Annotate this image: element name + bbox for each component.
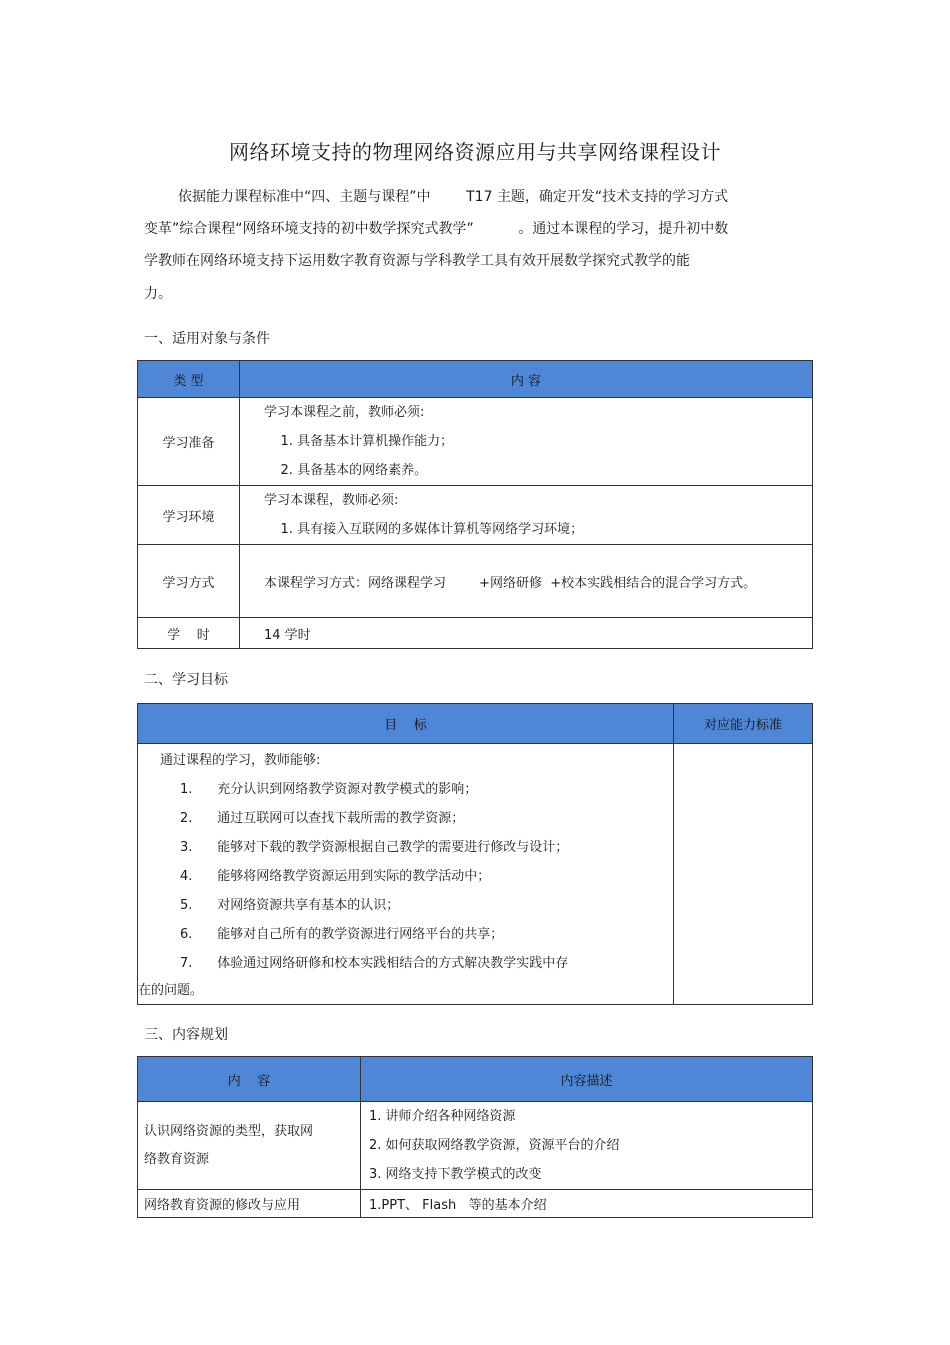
header-type: 类 型 bbox=[138, 361, 240, 398]
row-type: 学习准备 bbox=[138, 398, 240, 486]
section1-heading: 一、适用对象与条件 bbox=[144, 331, 270, 347]
content-plan-table bbox=[137, 1056, 813, 1218]
content-line: 学习本课程之前，教师必须: bbox=[264, 405, 425, 420]
table-row bbox=[138, 618, 813, 649]
list-item: 6. 能够对自己所有的教学资源进行网络平台的共享； bbox=[180, 927, 504, 942]
table-row bbox=[138, 1102, 813, 1190]
content-line: 络教育资源 bbox=[144, 1151, 210, 1167]
content-line: 2. 具备基本的网络素养。 bbox=[264, 463, 428, 478]
objectives-tail: 在的问题。 bbox=[138, 983, 204, 998]
row-type: 学习环境 bbox=[138, 486, 240, 545]
row-description bbox=[361, 1102, 813, 1190]
content-line: 学习本课程，教师必须: bbox=[264, 493, 399, 508]
desc-line: 2. 如何获取网络教学资源，资源平台的介绍 bbox=[369, 1138, 620, 1153]
row-content: 本课程学习方式：网络课程学习 +网络研修 +校本实践相结合的混合学习方式。 bbox=[240, 545, 813, 618]
objectives-list bbox=[138, 775, 673, 978]
objectives-cell bbox=[138, 744, 674, 1005]
intro-line-1: 依据能力课程标准中“四、主题与课程”中 T17 主题，确定开发“技术支持的学习方式 bbox=[178, 189, 729, 205]
table-row bbox=[138, 398, 813, 486]
row-description: 1.PPT、 Flash 等的基本介绍 bbox=[361, 1190, 813, 1218]
section3-heading: 三、内容规划 bbox=[144, 1027, 228, 1043]
row-content bbox=[240, 486, 813, 545]
list-item: 1. 充分认识到网络教学资源对教学模式的影响； bbox=[180, 782, 478, 797]
row-content: 网络教育资源的修改与应用 bbox=[138, 1190, 361, 1218]
desc-line: 1. 讲师介绍各种网络资源 bbox=[369, 1109, 516, 1124]
list-item: 2. 通过互联网可以查找下载所需的教学资源； bbox=[180, 811, 465, 826]
header-content: 内 容 bbox=[240, 361, 813, 398]
header-content: 内 容 bbox=[138, 1057, 361, 1102]
row-content bbox=[138, 1102, 361, 1190]
header-objective: 目 标 bbox=[138, 704, 674, 744]
objectives-table bbox=[137, 703, 813, 1005]
section2-heading: 二、学习目标 bbox=[144, 672, 228, 688]
conditions-table bbox=[137, 360, 813, 649]
intro-line-2: 变革”综合课程“网络环境支持的初中数学探究式教学” 。通过本课程的学习，提升初中数 bbox=[144, 221, 729, 237]
content-line: 1. 具备基本计算机操作能力； bbox=[264, 434, 454, 449]
header-description: 内容描述 bbox=[361, 1057, 813, 1102]
table-row bbox=[138, 1190, 813, 1218]
page-title: 网络环境支持的物理网络资源应用与共享网络课程设计 bbox=[229, 140, 721, 164]
intro-line-3: 学教师在网络环境支持下运用数字教育资源与学科教学工具有效开展数学探究式教学的能 bbox=[144, 253, 690, 269]
content-line: 1. 具有接入互联网的多媒体计算机等网络学习环境； bbox=[264, 522, 584, 537]
list-item: 3. 能够对下载的教学资源根据自己教学的需要进行修改与设计； bbox=[180, 840, 569, 855]
row-type: 学习方式 bbox=[138, 545, 240, 618]
table-row bbox=[138, 486, 813, 545]
row-content bbox=[240, 398, 813, 486]
intro-line-4: 力。 bbox=[144, 286, 172, 302]
objectives-intro: 通过课程的学习，教师能够: bbox=[160, 753, 321, 768]
row-type: 学 时 bbox=[138, 618, 240, 649]
row-content: 14 学时 bbox=[240, 618, 813, 649]
list-item: 4. 能够将网络教学资源运用到实际的教学活动中； bbox=[180, 869, 491, 884]
desc-line: 3. 网络支持下教学模式的改变 bbox=[369, 1167, 542, 1182]
list-item: 5. 对网络资源共享有基本的认识； bbox=[180, 898, 400, 913]
list-item: 7. 体验通过网络研修和校本实践相结合的方式解决教学实践中存 bbox=[180, 956, 569, 971]
header-standard: 对应能力标准 bbox=[674, 704, 813, 744]
standard-cell bbox=[674, 744, 813, 1005]
content-line: 认识网络资源的类型，获取网 bbox=[144, 1123, 314, 1139]
table-row bbox=[138, 545, 813, 618]
